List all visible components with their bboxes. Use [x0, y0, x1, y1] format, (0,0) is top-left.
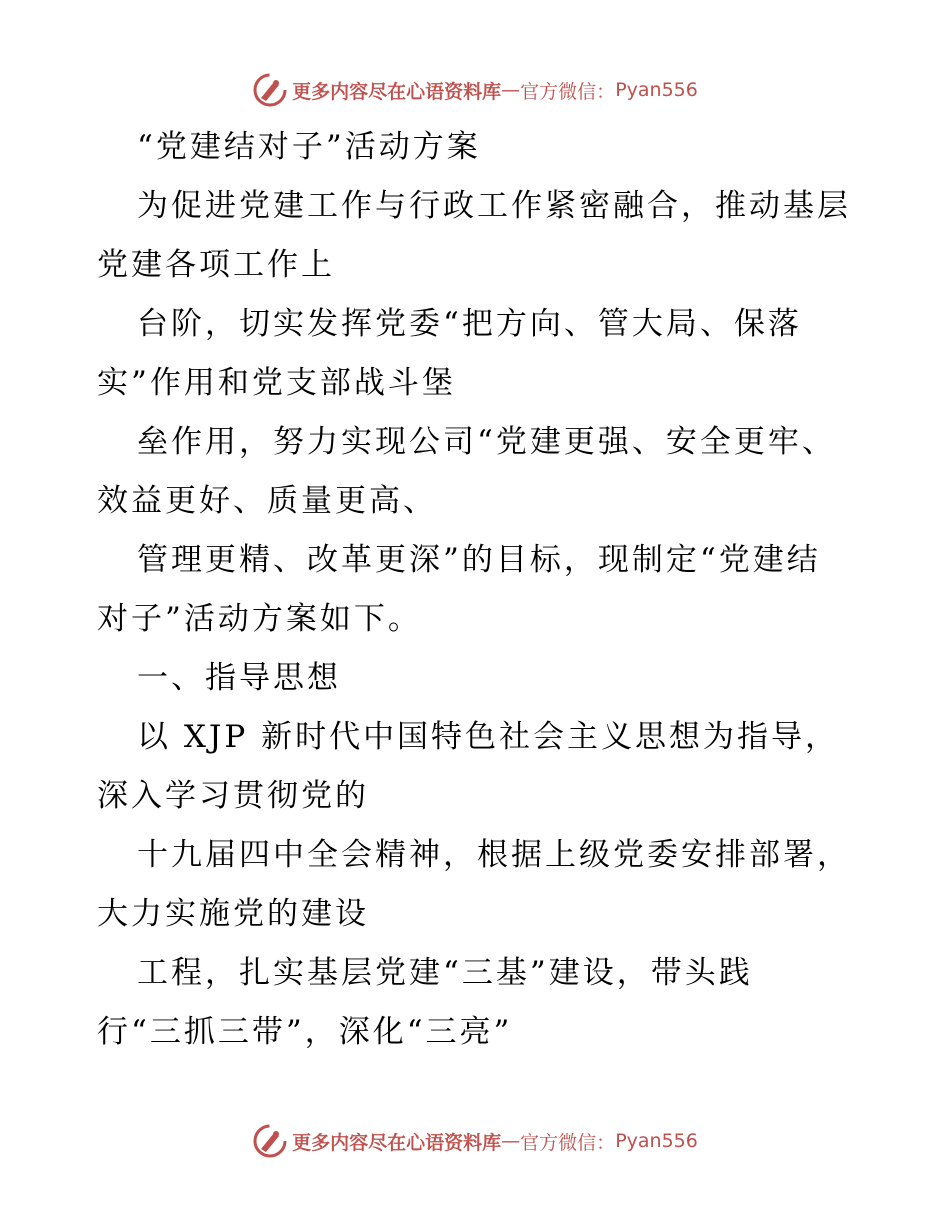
watermark-wechat-id: Pyan556 [615, 79, 698, 101]
text-line: 为促进党建工作与行政工作紧密融合，推动基层 [137, 188, 851, 224]
document-body [97, 118, 857, 1062]
watermark-separator: — [501, 1130, 521, 1152]
text-line: 十九届四中全会精神，根据上级党委安排部署， [137, 837, 851, 873]
watermark-wechat-id: Pyan556 [615, 1130, 698, 1152]
document-title: “党建结对子”活动方案 [137, 129, 481, 165]
text-line: 大力实施党的建设 [97, 896, 369, 932]
text-line: 实”作用和党支部战斗堡 [97, 365, 456, 401]
text-line: 深入学习贯彻党的 [97, 778, 369, 814]
text-line: 管理更精、改革更深”的目标，现制定“党建结 [137, 542, 821, 578]
watermark-main-text: 更多内容尽在心语资料库 [292, 1131, 502, 1154]
watermark-footer [0, 1123, 950, 1159]
text-line: 垒作用，努力实现公司“党建更强、安全更牢、 [137, 424, 836, 460]
watermark-wechat-label: 官方微信： [520, 80, 616, 103]
watermark-separator: — [501, 79, 521, 101]
watermark-header [0, 72, 950, 108]
watermark-main-text: 更多内容尽在心语资料库 [292, 80, 502, 103]
watermark-wechat-label: 官方微信： [520, 1131, 616, 1154]
logo-icon [252, 1123, 288, 1159]
text-line: 对子”活动方案如下。 [97, 601, 422, 637]
logo-icon [252, 72, 288, 108]
text-line: 效益更好、质量更高、 [97, 483, 437, 519]
text-line: 台阶，切实发挥党委“把方向、管大局、保落 [137, 306, 802, 342]
section-heading: 一、指导思想 [137, 660, 341, 696]
text-line: 党建各项工作上 [97, 247, 335, 283]
text-line: 行“三抓三带”，深化“三亮” [97, 1014, 513, 1050]
text-line: 工程，扎实基层党建“三基”建设，带头践 [137, 955, 753, 991]
text-line: 以 XJP 新时代中国特色社会主义思想为指导， [137, 719, 840, 755]
